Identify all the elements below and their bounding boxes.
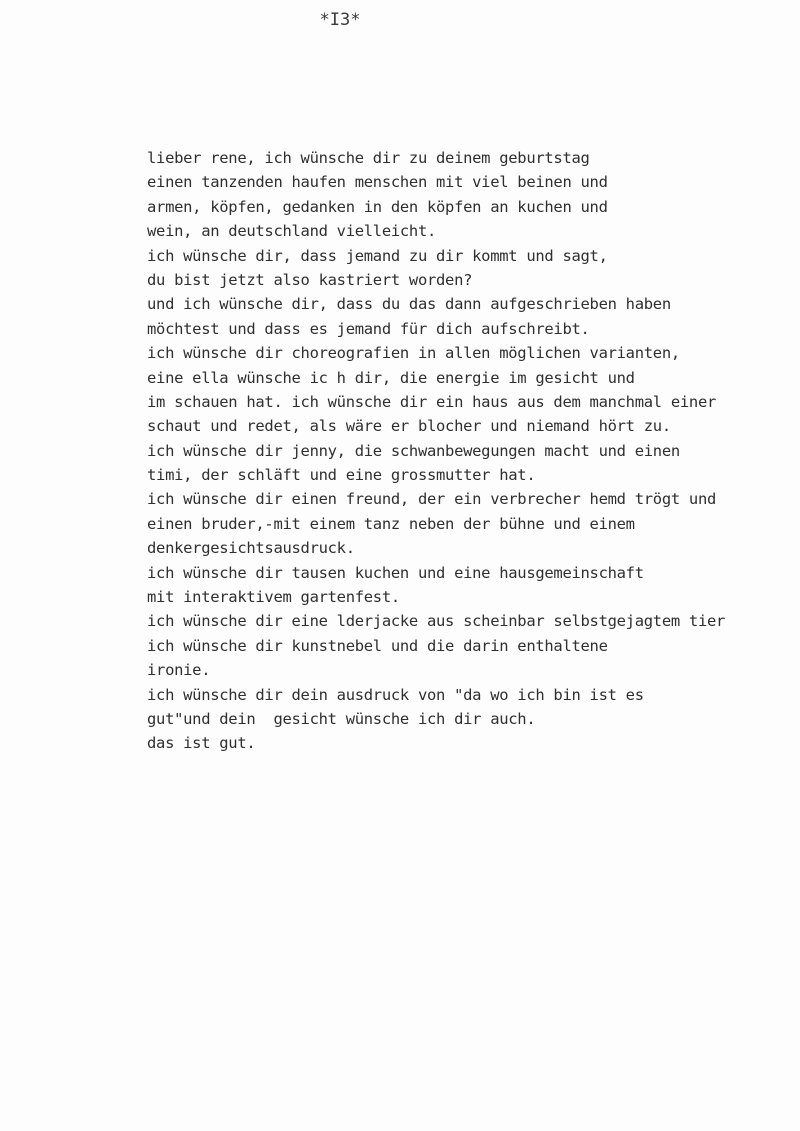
text-line: ich wünsche dir jenny, die schwanbewegungen macht und einen — [147, 441, 680, 460]
text-line: ich wünsche dir, dass jemand zu dir kommt und sagt, — [147, 246, 608, 265]
text-line: einen bruder,-mit einem tanz neben der bühne und einem — [147, 514, 635, 533]
text-line: ironie. — [147, 661, 211, 680]
text-line: ich wünsche dir einen freund, der ein verbrecher hemd trögt und — [147, 490, 717, 509]
text-line: und ich wünsche dir, dass du das dann aufgeschrieben haben — [147, 295, 671, 314]
text-line: möchtest und dass es jemand für dich aufschreibt. — [147, 319, 590, 338]
text-line: ich wünsche dir dein ausdruck von "da wo ich bin ist es — [147, 685, 644, 704]
text-line: einen tanzenden haufen menschen mit viel beinen und — [147, 173, 608, 192]
text-line: ich wünsche dir tausen kuchen und eine hausgemeinschaft — [147, 563, 644, 582]
text-line: du bist jetzt also kastriert worden? — [147, 270, 473, 289]
text-line: das ist gut. — [147, 734, 256, 753]
text-line: eine ella wünsche ic h dir, die energie im gesicht und — [147, 368, 635, 387]
text-line: timi, der schläft und eine grossmutter hat. — [147, 466, 536, 485]
text-line: ich wünsche dir kunstnebel und die darin enthaltene — [147, 636, 608, 655]
text-line: schaut und redet, als wäre er blocher und niemand hört zu. — [147, 417, 671, 436]
text-line: ich wünsche dir choreografien in allen möglichen varianten, — [147, 344, 680, 363]
text-line: lieber rene, ich wünsche dir zu deinem geburtstag — [147, 149, 590, 167]
text-line: mit interaktivem gartenfest. — [147, 588, 400, 607]
text-line: ich wünsche dir eine lderjacke aus scheinbar selbstgejagtem tier — [147, 612, 726, 631]
letter-body — [147, 146, 797, 756]
text-line: denkergesichtsausdruck. — [147, 539, 355, 558]
text-line: armen, köpfen, gedanken in den köpfen an kuchen und — [147, 197, 608, 216]
text-line: wein, an deutschland vielleicht. — [147, 222, 437, 241]
text-line: gut"und dein gesicht wünsche ich dir auch. — [147, 709, 536, 728]
text-line: im schauen hat. ich wünsche dir ein haus aus dem manchmal einer — [147, 392, 717, 411]
page-number: *I3* — [319, 10, 361, 30]
